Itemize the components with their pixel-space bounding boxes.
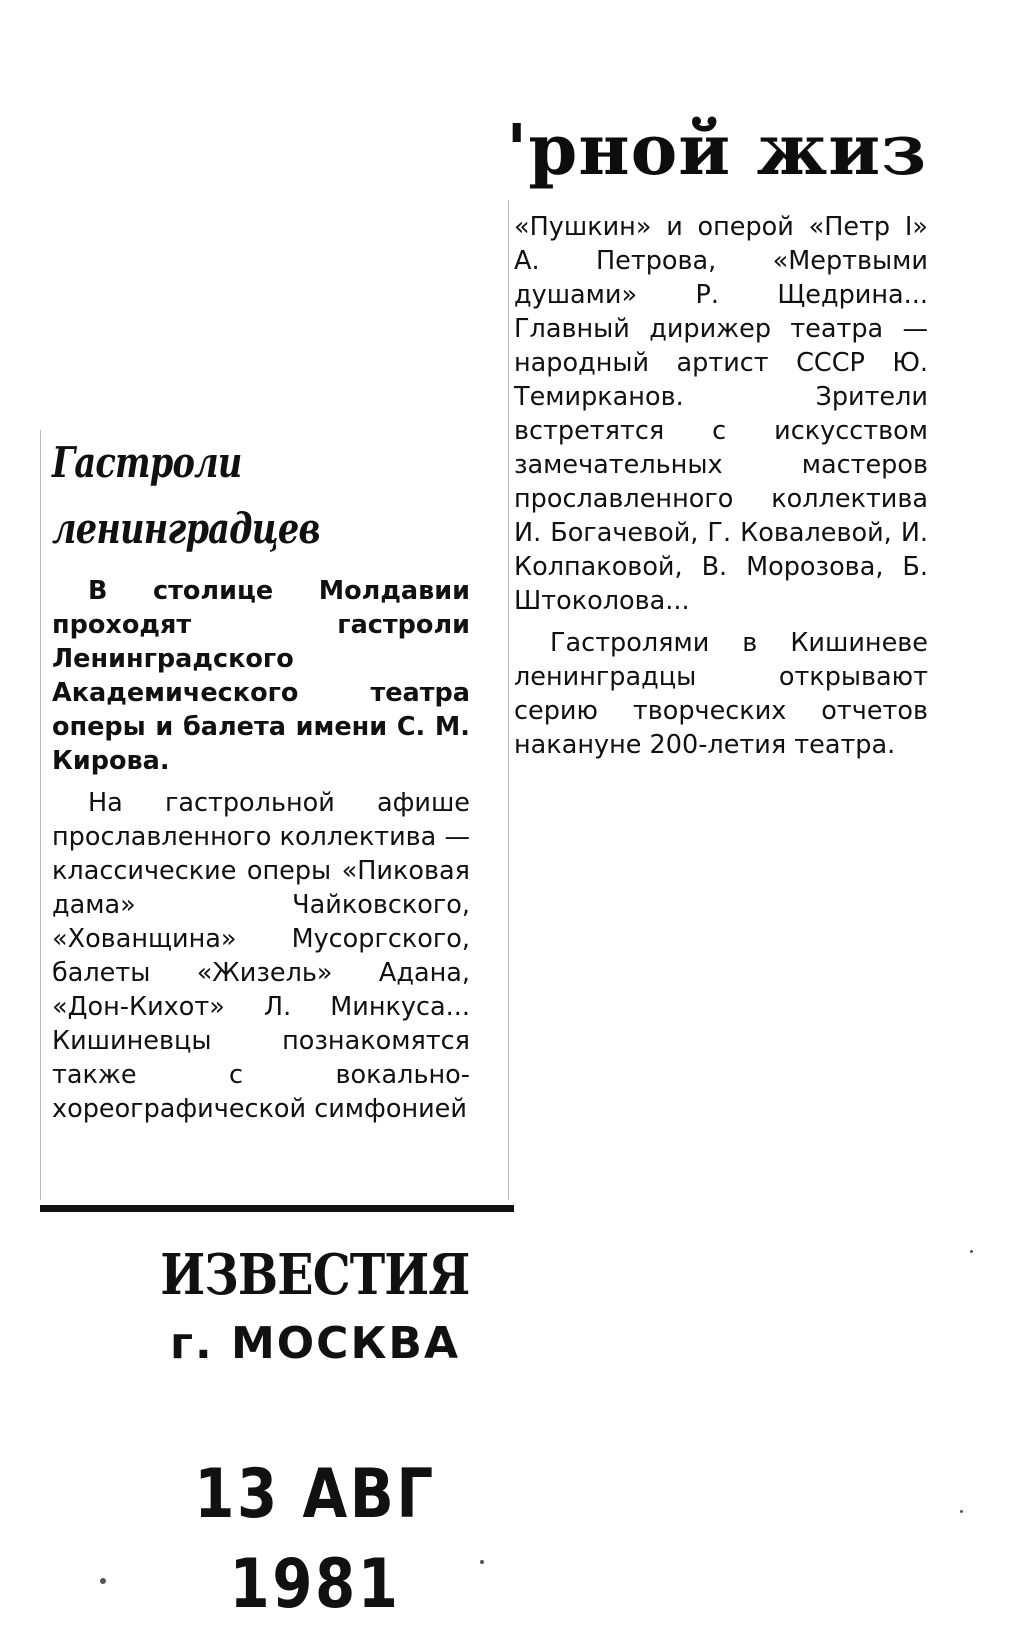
article-left-column bbox=[52, 430, 470, 1126]
article-paragraph-1-continued: «Пушкин» и оперой «Петр I» А. Петрова, «Мертвыми душами» Р. Щедрина... Главный дирижер театра — народный артист СССР Ю. Темирканов. Зрители встретятся с искусством замечательных мастеров прославленного коллектива И. Богачевой, Г. Ковалевой, И. Колпаковой, В. Морозова, Б. Штоколова... bbox=[514, 212, 928, 616]
article-right-column bbox=[514, 210, 928, 762]
print-speck bbox=[100, 1578, 106, 1584]
stamp-date: 13 АВГ 1981 bbox=[194, 1455, 436, 1624]
print-speck bbox=[960, 1510, 963, 1513]
section-heading-fragment: 'рной жиз bbox=[506, 110, 927, 190]
stamp-city: г. МОСКВА bbox=[169, 1318, 461, 1369]
column-divider bbox=[508, 200, 509, 1200]
source-stamp bbox=[120, 1240, 510, 1372]
divider-rule bbox=[40, 1205, 514, 1212]
column-edge bbox=[40, 430, 41, 1200]
headline-line-2: ленинградцев bbox=[52, 504, 320, 553]
print-speck bbox=[480, 1560, 484, 1564]
article-paragraph-2: Гастролями в Кишиневе ленинградцы открывают серию творческих отчетов накануне 200-летия театра. bbox=[514, 628, 928, 760]
print-speck bbox=[970, 1250, 973, 1253]
article-lead: В столице Молдавии проходят гастроли Ленинградского Академического театра оперы и балета имени С. М. Кирова. bbox=[52, 576, 470, 776]
stamp-newspaper-name: ИЗВЕСТИЯ bbox=[160, 1242, 470, 1308]
article-headline bbox=[52, 430, 470, 562]
article-paragraph-1: На гастрольной афише прославленного коллектива — классические оперы «Пиковая дама» Чайковского, «Хованщина» Мусоргского, балеты «Жизель» Адана, «Дон-Кихот» Л. Минкуса... Кишиневцы познакомятся также с вокально-хореографической симфонией bbox=[52, 788, 470, 1124]
headline-line-1: Гастроли bbox=[52, 438, 242, 487]
